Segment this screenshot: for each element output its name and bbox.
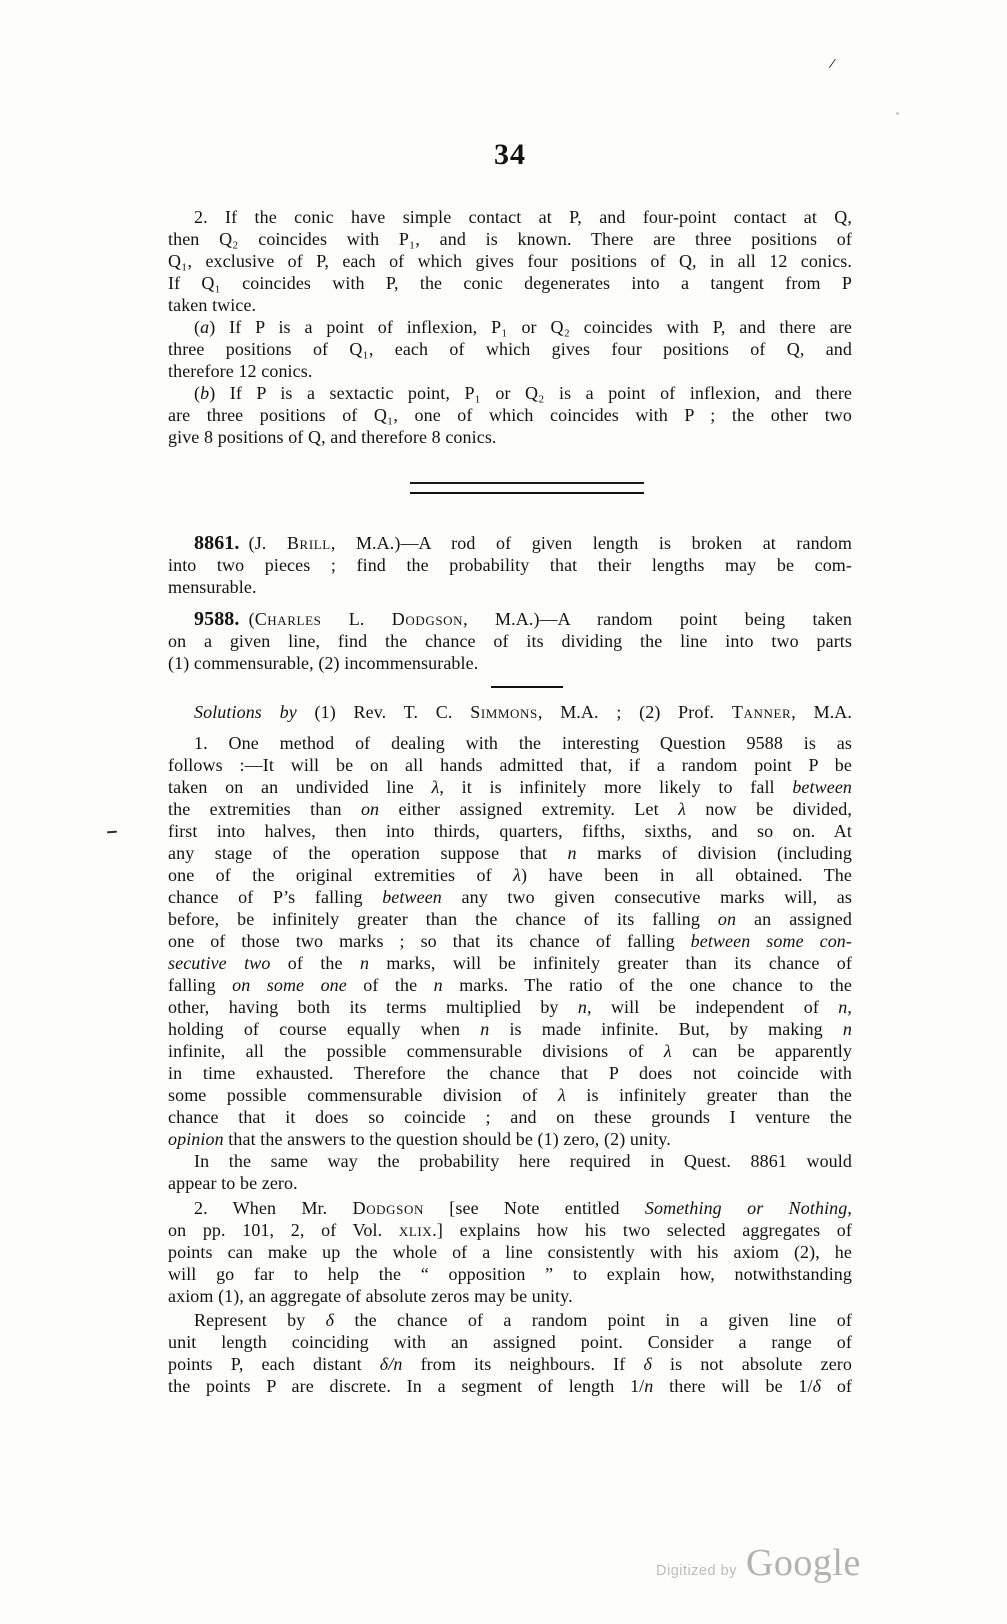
text-segment: opinion	[168, 1129, 224, 1149]
text-segment: b	[200, 383, 210, 403]
text-segment: 2. When Mr.	[194, 1198, 353, 1218]
text-segment: is made infinite. But, by making	[489, 1019, 843, 1039]
text-segment: then Q₂ coincides with P₁, and is known. There are three positions of	[168, 229, 852, 249]
text-segment: one of those two marks ; so that its chance of falling	[168, 931, 691, 951]
text-line	[168, 1197, 852, 1219]
text-segment: If Q₁ coincides with P, the conic degenerates into a tangent from P	[168, 273, 852, 293]
text-line	[168, 272, 852, 294]
text-segment: the chance of a random point in a given line of	[334, 1310, 852, 1330]
text-line	[168, 250, 852, 272]
text-segment: δ	[643, 1354, 652, 1374]
paragraph	[168, 382, 852, 448]
text-line	[168, 316, 852, 338]
text-line	[168, 652, 852, 674]
text-segment: n	[577, 997, 587, 1017]
text-segment: Dodgson	[391, 609, 464, 629]
text-segment: λ	[663, 1041, 672, 1061]
text-segment: ) If P is a sextactic point, P₁ or Q₂ is a point of inflexion, and there	[209, 383, 852, 403]
text-line	[168, 206, 852, 228]
text-column	[168, 0, 852, 1397]
text-segment: holding of course equally when	[168, 1019, 481, 1039]
text-segment: any stage of the operation suppose that	[168, 843, 568, 863]
text-line	[168, 1375, 852, 1397]
text-segment: taken twice.	[168, 295, 257, 315]
text-segment: points can make up the whole of a line consistently with his axiom (2), he	[168, 1242, 852, 1262]
text-segment: will go far to help the “ opposition ” to explain how, notwithstanding	[168, 1264, 852, 1284]
text-line	[168, 1263, 852, 1285]
text-line	[168, 228, 852, 250]
paragraph	[168, 316, 852, 382]
text-segment: Solutions by	[194, 702, 297, 722]
text-segment: [see Note entitled	[423, 1198, 645, 1218]
text-segment: λ	[513, 865, 522, 885]
watermark-prefix-label: Digitized by	[656, 1563, 737, 1579]
text-segment: first into halves, then into thirds, quarters, fifths, sixths, and so on. At	[168, 821, 852, 841]
page-body	[168, 206, 852, 1397]
text-segment: are three positions of Q₁, one of which coincides with P ; the other two	[168, 405, 852, 425]
text-line	[168, 732, 852, 754]
text-segment: n	[842, 1019, 853, 1039]
text-segment: points P, each distant	[168, 1354, 380, 1374]
text-segment: the extremities than	[168, 799, 361, 819]
text-segment: of	[821, 1376, 853, 1396]
text-line	[168, 930, 852, 952]
text-segment: (1) Rev. T. C.	[296, 702, 471, 722]
text-segment: is not absolute zero	[651, 1354, 852, 1374]
text-line	[168, 1128, 852, 1150]
page-number: 34	[494, 138, 526, 171]
text-segment: (	[194, 317, 201, 337]
margin-ink-dash	[107, 831, 117, 834]
text-segment: follows :—It will be on all hands admitted that, if a random point P be	[168, 755, 852, 775]
text-line	[168, 996, 852, 1018]
text-line	[168, 608, 852, 630]
text-line	[168, 554, 852, 576]
text-segment: ,	[847, 1198, 852, 1218]
text-line	[168, 1309, 852, 1331]
text-line	[168, 382, 852, 404]
text-line	[168, 1150, 852, 1172]
text-line	[168, 1084, 852, 1106]
text-segment: now be divided,	[686, 799, 852, 819]
text-segment: n	[433, 975, 443, 995]
text-segment: Represent by	[194, 1310, 326, 1330]
text-segment: between some con-	[690, 931, 852, 951]
text-line	[168, 1040, 852, 1062]
text-segment: mensurable.	[168, 577, 257, 597]
text-segment: ) have been in all obtained. The	[521, 865, 852, 885]
text-segment: λ	[678, 799, 687, 819]
text-segment: can be apparently	[671, 1041, 852, 1061]
text-segment: 2. If the conic have simple contact at P, and four-point contact at Q,	[194, 207, 852, 227]
text-line	[168, 1219, 852, 1241]
text-segment: either assigned extremity. Let	[379, 799, 679, 819]
paragraph	[168, 732, 852, 1150]
text-segment: λ	[558, 1085, 566, 1105]
text-segment: ) If P is a point of inflexion, P₁ or Q₂ coincides with P, and there are	[209, 317, 852, 337]
text-segment: into two pieces ; find the probability that their lengths may be com-	[168, 555, 852, 575]
text-line	[168, 294, 852, 316]
text-segment: there will be 1/	[653, 1376, 813, 1396]
text-line	[168, 338, 852, 360]
text-line	[168, 798, 852, 820]
text-segment: n	[644, 1376, 654, 1396]
text-segment: marks, will be infinitely greater than its chance of	[369, 953, 852, 973]
text-segment: L.	[321, 609, 392, 629]
text-segment: on a given line, find the chance of its dividing the line into two parts	[168, 631, 852, 651]
text-segment: Tanner	[731, 702, 792, 722]
text-segment: , M.A.)—A rod of given length is broken at random	[330, 533, 853, 553]
text-line	[168, 952, 852, 974]
text-line	[168, 864, 852, 886]
text-line	[168, 974, 852, 996]
text-segment: 8861.	[194, 532, 240, 554]
text-segment: on pp. 101, 2, of Vol.	[168, 1220, 399, 1240]
text-line	[168, 426, 852, 448]
text-segment: δ	[325, 1310, 335, 1330]
text-segment: , it is infinitely more likely to fall	[439, 777, 793, 797]
text-line	[168, 1353, 852, 1375]
text-segment: falling	[168, 975, 233, 995]
text-segment: , M.A.	[791, 702, 852, 722]
text-segment: δ	[812, 1376, 822, 1396]
text-segment: .] explains how his two selected aggregates of	[432, 1220, 853, 1240]
text-segment: other, having both its terms multiplied by	[168, 997, 578, 1017]
text-segment: an assigned	[736, 909, 852, 929]
text-segment: the points P are discrete. In a segment of length 1/	[168, 1376, 645, 1396]
text-segment: δ/n	[379, 1354, 403, 1374]
text-line	[168, 404, 852, 426]
text-segment: n	[480, 1019, 490, 1039]
text-segment: 1. One method of dealing with the interesting Question 9588 is as	[194, 733, 852, 753]
text-segment: , M.A.)—A random point being taken	[463, 609, 852, 629]
text-segment: , M.A. ; (2) Prof.	[537, 702, 732, 722]
text-line	[168, 908, 852, 930]
text-segment: (1) commensurable, (2) incommensurable.	[168, 653, 479, 673]
text-segment: chance of P’s falling	[168, 887, 383, 907]
paragraph	[168, 532, 852, 598]
text-segment: unit length coinciding with an assigned point. Consider a range of	[168, 1332, 852, 1352]
text-segment: n	[359, 953, 370, 973]
scan-speck	[896, 112, 899, 115]
text-segment: In the same way the probability here required in Quest. 8861 would	[194, 1151, 852, 1171]
text-segment: one of the original extremities of	[168, 865, 514, 885]
text-segment: (	[194, 383, 201, 403]
text-segment: from its neighbours. If	[402, 1354, 644, 1374]
text-segment: xlix	[398, 1220, 433, 1240]
text-line	[168, 776, 852, 798]
text-segment: n	[567, 843, 577, 863]
text-line	[168, 1241, 852, 1263]
text-segment: 9588.	[194, 608, 240, 630]
text-line	[168, 360, 852, 382]
ink-stray-mark: /	[829, 56, 835, 73]
text-line	[168, 842, 852, 864]
text-segment: marks of division (including	[576, 843, 852, 863]
text-segment: on	[717, 909, 737, 929]
text-segment: Brill	[286, 533, 331, 553]
text-segment: on some one	[232, 975, 347, 995]
section-divider-single	[491, 686, 563, 688]
text-segment: is infinitely greater than the	[565, 1085, 852, 1105]
paragraph	[168, 608, 852, 674]
text-segment: a	[200, 317, 210, 337]
text-segment: , will be independent of	[587, 997, 839, 1017]
text-segment: axiom (1), an aggregate of absolute zeros may be unity.	[168, 1286, 573, 1306]
paragraph	[168, 1197, 852, 1307]
text-segment: taken on an undivided line	[168, 777, 432, 797]
text-segment: Charles	[254, 609, 322, 629]
text-segment: Q₁, exclusive of P, each of which gives four positions of Q, in all 12 conics.	[168, 251, 852, 271]
text-segment: therefore 12 conics.	[168, 361, 313, 381]
text-segment: three positions of Q₁, each of which gives four positions of Q, and	[168, 339, 852, 359]
text-line	[168, 886, 852, 908]
text-line	[168, 754, 852, 776]
text-segment: of the	[346, 975, 434, 995]
text-segment: of the	[270, 953, 360, 973]
text-line	[168, 1062, 852, 1084]
text-line	[168, 1285, 852, 1307]
text-segment: chance that it does so coincide ; and on these grounds I venture the	[168, 1107, 852, 1127]
section-divider-double	[410, 482, 644, 494]
text-segment: give 8 positions of Q, and therefore 8 conics.	[168, 427, 497, 447]
paragraph	[168, 206, 852, 316]
text-segment: between	[792, 777, 853, 797]
text-segment: marks. The ratio of the one chance to the	[442, 975, 852, 995]
text-segment: on	[360, 799, 380, 819]
paragraph	[168, 701, 852, 723]
text-segment: Dodgson	[352, 1198, 424, 1218]
text-line	[168, 576, 852, 598]
text-segment: some possible commensurable division of	[168, 1085, 558, 1105]
text-segment: ,	[847, 997, 852, 1017]
paragraph	[168, 1309, 852, 1397]
text-segment: Something or Nothing	[644, 1198, 848, 1218]
text-line	[168, 630, 852, 652]
text-line	[168, 820, 852, 842]
google-watermark	[656, 1542, 861, 1584]
text-line	[168, 1331, 852, 1353]
paragraph	[168, 1150, 852, 1194]
text-segment: secutive two	[168, 953, 271, 973]
text-line	[168, 1106, 852, 1128]
text-segment: any two given consecutive marks will, as	[441, 887, 852, 907]
text-line	[168, 1172, 852, 1194]
google-logo: Google	[745, 1542, 861, 1584]
text-segment: infinite, all the possible commensurable divisions of	[168, 1041, 664, 1061]
text-segment: in time exhausted. Therefore the chance that P does not coincide with	[168, 1063, 852, 1083]
text-segment: Simmons	[470, 702, 538, 722]
text-line	[168, 1018, 852, 1040]
text-segment: that the answers to the question should be (1) zero, (2) unity.	[223, 1129, 671, 1149]
text-segment: between	[382, 887, 442, 907]
text-segment: n	[838, 997, 848, 1017]
text-line	[168, 701, 852, 723]
text-segment: (	[239, 609, 255, 629]
text-segment: before, be infinitely greater than the chance of its falling	[168, 909, 718, 929]
text-line	[168, 532, 852, 554]
text-segment: appear to be zero.	[168, 1173, 298, 1193]
text-segment: λ	[431, 777, 440, 797]
text-segment: (J.	[239, 533, 287, 553]
